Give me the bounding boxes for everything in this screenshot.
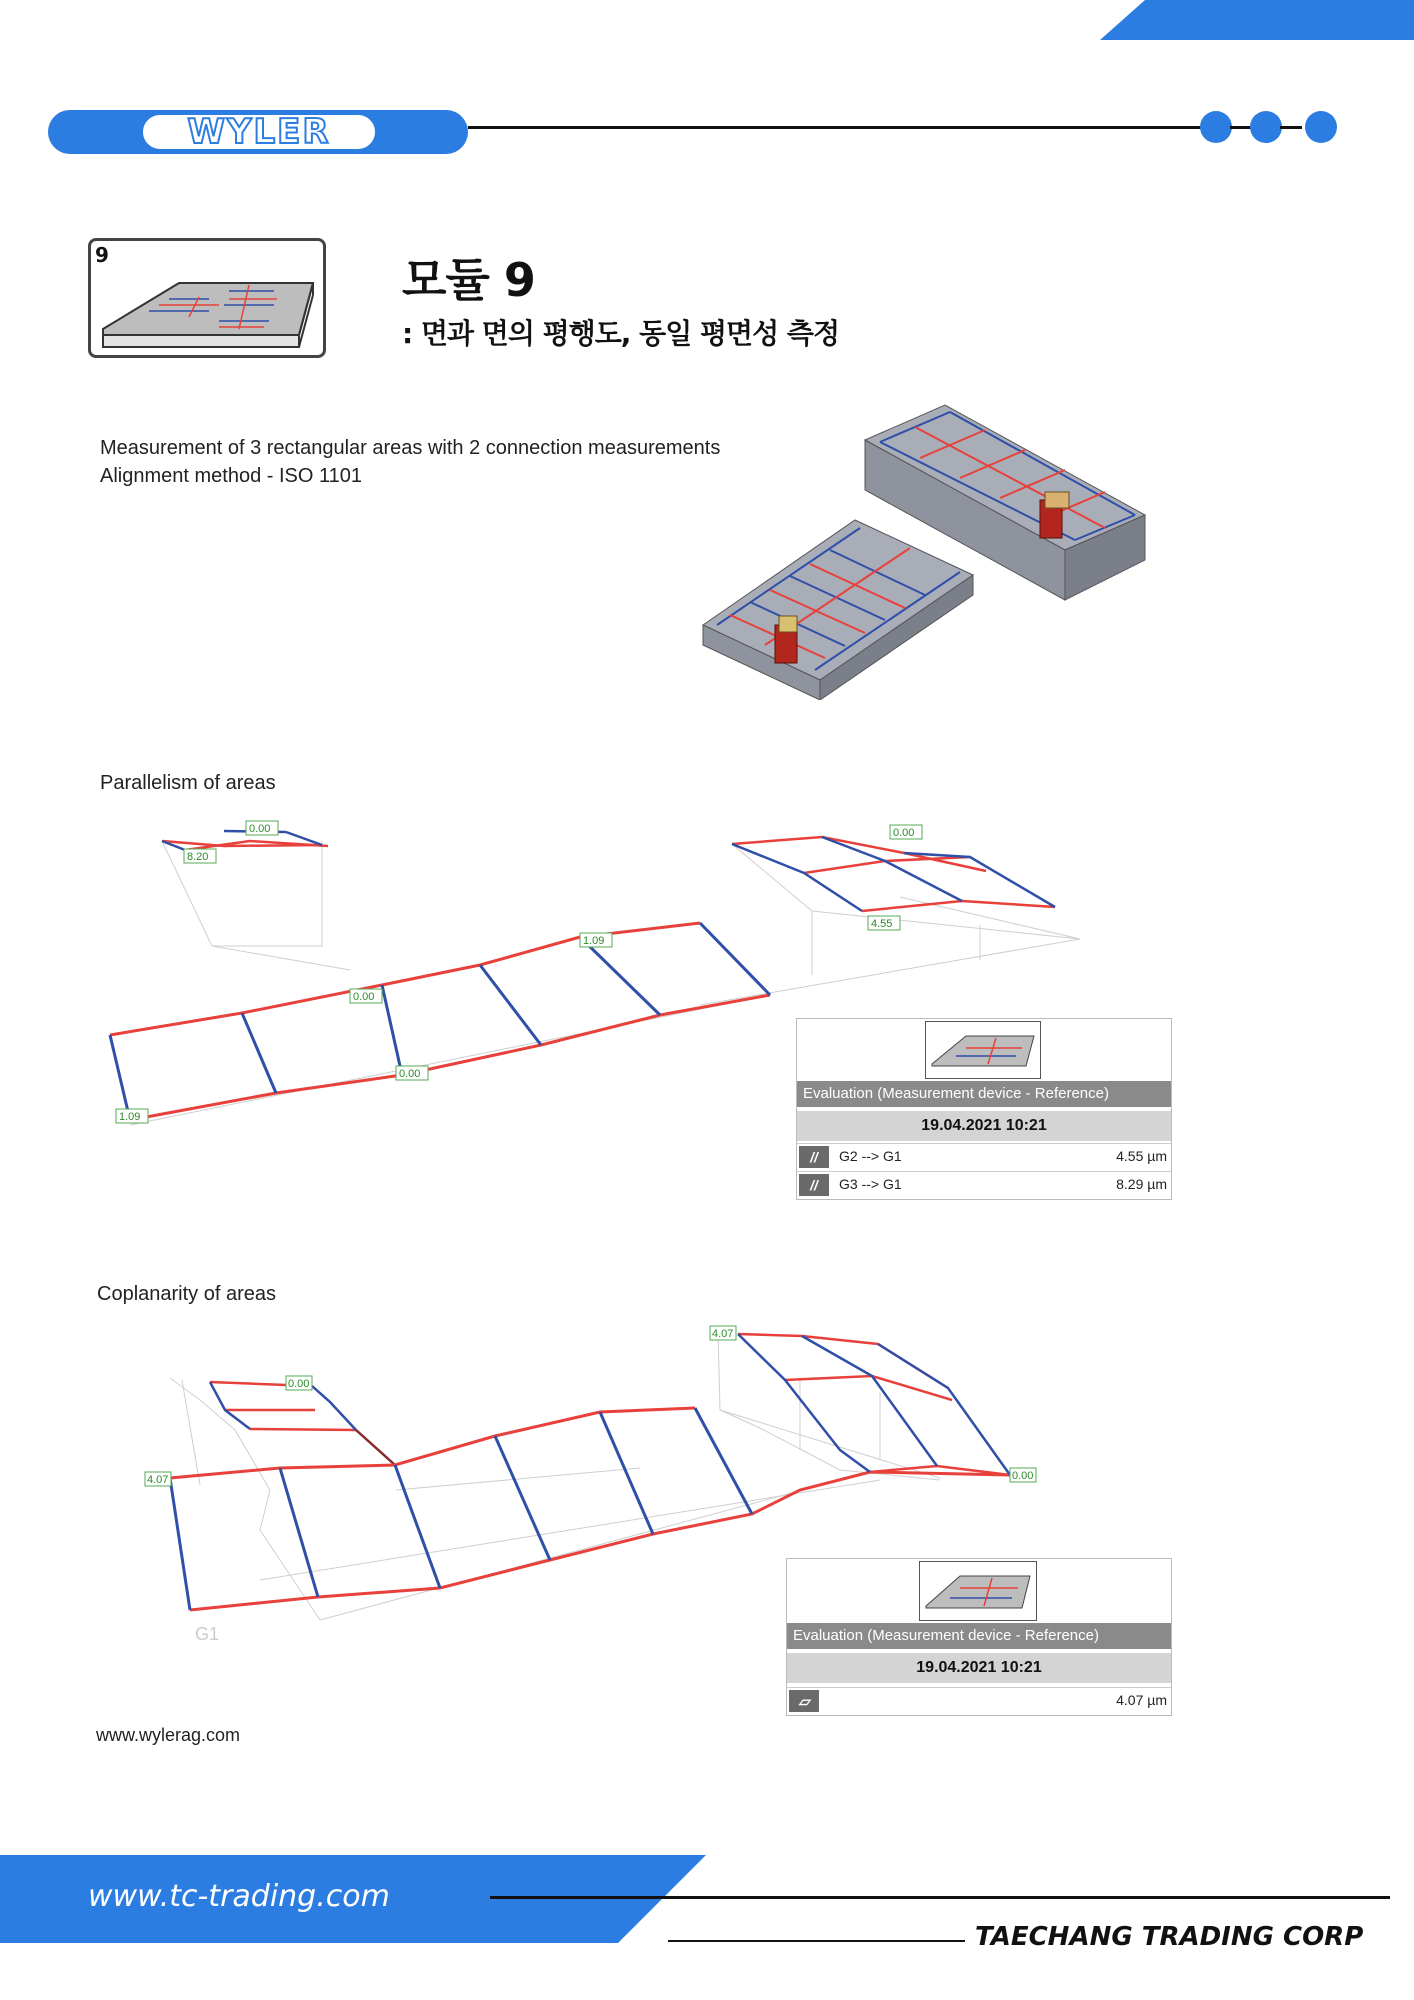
value-label [286, 1376, 312, 1390]
value-label [1010, 1468, 1036, 1482]
svg-text:0.00: 0.00 [1012, 1470, 1034, 1482]
row-value: 4.07 µm [1116, 1692, 1167, 1708]
evaluation-header: Evaluation (Measurement device - Reference) [787, 1623, 1171, 1649]
intro-line-2: Alignment method - ISO 1101 [100, 465, 362, 487]
surface-plate-icon [99, 259, 319, 354]
value-label [710, 1326, 736, 1340]
header-dot-1 [1200, 111, 1232, 143]
svg-text:0.00: 0.00 [893, 827, 915, 839]
row-name: G3 --> G1 [839, 1176, 902, 1192]
header-dot-3 [1305, 111, 1337, 143]
evaluation-row [797, 1171, 1171, 1198]
svg-text:0.00: 0.00 [249, 823, 271, 835]
row-name: G2 --> G1 [839, 1148, 902, 1164]
value-label [116, 1109, 148, 1123]
svg-text:1.09: 1.09 [119, 1111, 141, 1123]
module-number: 9 [95, 243, 109, 267]
value-label [350, 989, 382, 1003]
corner-decoration [1100, 0, 1414, 40]
ground-label: G1 [195, 1624, 220, 1644]
value-label [580, 933, 612, 947]
svg-text:0.00: 0.00 [399, 1068, 421, 1080]
surface-plate-icon [920, 1562, 1036, 1620]
svg-text:8.20: 8.20 [187, 851, 209, 863]
svg-text:4.55: 4.55 [871, 918, 893, 930]
value-label [184, 849, 216, 863]
row-value: 8.29 µm [1116, 1176, 1167, 1192]
evaluation-date: 19.04.2021 10:21 [797, 1111, 1171, 1141]
module-subtitle: : 면과 면의 평행도, 동일 평면성 측정 [402, 317, 839, 350]
wyler-website-text: www.wylerag.com [96, 1725, 241, 1745]
row-value: 4.55 µm [1116, 1148, 1167, 1164]
svg-text:4.07: 4.07 [147, 1474, 169, 1486]
module-icon-box [88, 238, 326, 358]
parallelism-icon: // [799, 1146, 829, 1168]
evaluation-thumbnail [919, 1561, 1037, 1621]
header-dot-link [1280, 126, 1302, 129]
intro-line-1: Measurement of 3 rectangular areas with 2 connection measurements [100, 437, 721, 459]
coplanarity-evaluation-panel [786, 1558, 1172, 1716]
header-dot-2 [1250, 111, 1282, 143]
parallelism-evaluation-panel [796, 1018, 1172, 1200]
evaluation-header: Evaluation (Measurement device - Reference) [797, 1081, 1171, 1107]
value-label [145, 1472, 171, 1486]
footer-website-link[interactable]: www.tc-trading.com [88, 1879, 390, 1914]
evaluation-row [787, 1687, 1171, 1714]
evaluation-row [797, 1143, 1171, 1170]
value-label [246, 821, 278, 835]
svg-text:4.07: 4.07 [712, 1328, 734, 1340]
parallelism-icon: // [799, 1174, 829, 1196]
granite-plates-illustration [695, 400, 1155, 700]
flatness-icon: ▱ [789, 1690, 819, 1712]
value-label [868, 916, 900, 930]
coplanarity-heading: Coplanarity of areas [97, 1283, 276, 1305]
footer-company-name: TAECHANG TRADING CORP [975, 1922, 1364, 1952]
footer-rule [490, 1896, 1390, 1899]
svg-text:0.00: 0.00 [288, 1378, 310, 1390]
evaluation-thumbnail [925, 1021, 1041, 1079]
module-title: 모듈 9 [402, 253, 535, 307]
wyler-logo-text: WYLER [187, 112, 331, 152]
value-label [396, 1066, 428, 1080]
parallelism-heading: Parallelism of areas [100, 772, 276, 794]
svg-text:1.09: 1.09 [583, 935, 605, 947]
header-rule [468, 126, 1208, 129]
wyler-logo [140, 112, 378, 152]
surface-plate-icon [926, 1022, 1040, 1078]
value-label [890, 825, 922, 839]
svg-text:0.00: 0.00 [353, 991, 375, 1003]
evaluation-date: 19.04.2021 10:21 [787, 1653, 1171, 1683]
footer-rule-short [668, 1940, 965, 1942]
header-dot-link [1230, 126, 1252, 129]
